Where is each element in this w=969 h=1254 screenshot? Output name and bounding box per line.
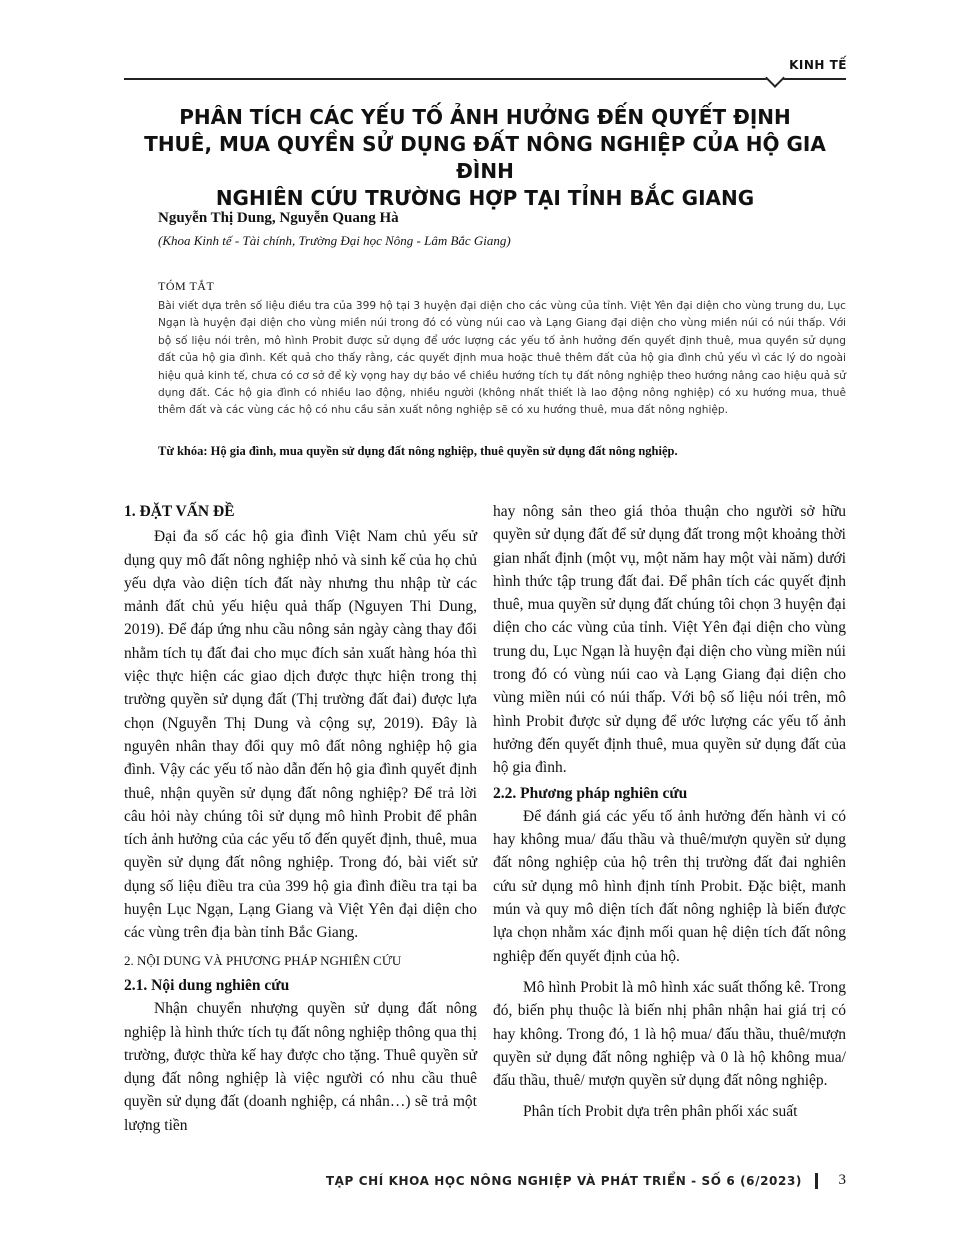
page-number: 3 — [838, 1172, 846, 1188]
title-line: NGHIÊN CỨU TRƯỜNG HỢP TẠI TỈNH BẮC GIANG — [215, 186, 755, 210]
paragraph: Phân tích Probit dựa trên phân phối xác suất — [523, 1103, 798, 1121]
section-heading-1: 1. ĐẶT VẤN ĐỀ — [124, 503, 235, 520]
authors: Nguyễn Thị Dung, Nguyễn Quang Hà — [158, 210, 399, 226]
right-column — [493, 500, 846, 1124]
title-line: PHÂN TÍCH CÁC YẾU TỐ ẢNH HƯỞNG ĐẾN QUYẾT ĐỊNH — [179, 105, 791, 129]
paragraph: Để đánh giá các yếu tố ảnh hưởng đến hành vi có hay không mua/ đấu thầu và thuê/mượn quyền sử dụng đất nông nghiệp của hộ trên thị trường đất đai nghiên cứu sử dụng mô hình định tính Probit. Đặc biệt, manh mún và quy mô diện tích đất nông nghiệp là biến được lựa chọn nhằm xác định mối quan hệ diện tích đất nông nghiệp đến quyết định của hộ. — [493, 807, 846, 965]
header-rule-notch — [765, 68, 785, 88]
abstract-heading: TÓM TẮT — [158, 279, 215, 293]
paragraph: Mô hình Probit là mô hình xác suất thống kê. Trong đó, biến phụ thuộc là biến nhị phân nhận hai giá trị có hay không. Trong đó, 1 là hộ mua/ đấu thầu, thuê/mượn quyền sử dụng đất nông nghiệp và 0 là hộ không mua/đấu thầu, thuê/ mượn quyền sử dụng đất nông nghiệp. — [493, 978, 846, 1090]
footer-divider — [815, 1173, 818, 1189]
left-column — [124, 500, 477, 1137]
subsection-heading-2-2: 2.2. Phương pháp nghiên cứu — [493, 784, 688, 802]
section-label: KINH TẾ — [789, 58, 847, 72]
paragraph: Đại đa số các hộ gia đình Việt Nam chủ yếu sử dụng quy mô đất nông nghiệp nhỏ và sinh kế của họ chủ yếu dựa vào diện tích đất này nhưng thu nhập từ các mảnh đất chủ yếu hiệu quả thấp (Nguyen Thi Dung, 2019). Để đáp ứng nhu cầu nông sản ngày càng thay đổi nhằm tích tụ đất đai cho mục đích sản xuất hàng hóa thì việc thực hiện các giao dịch được thực hiện trong thị trường quyền sử dụng đất (Thị trường đất đai) được lựa chọn (Nguyễn Thị Dung và cộng sự, 2019). Đây là nguyên nhân thay đổi quy mô đất nông nghiệp hộ gia đình. Vậy các yếu tố nào dẫn đến hộ gia đình quyết định thuê, nhận quyền sử dụng đất nông nghiệp? Để trả lời câu hỏi này chúng tôi sử dụng mô hình Probit để phân tích ảnh hưởng của các yếu tố đến quyết định, thuê, mua quyền sử dụng đất nông nghiệp. Trong đó, bài viết sử dụng số liệu điều tra của 399 hộ gia đình điều tra tại ba huyện Lục Ngạn, Lạng Giang và Việt Yên đại diện cho các vùng trên địa bàn tỉnh Bắc Giang. — [124, 528, 477, 942]
paragraph: Nhận chuyển nhượng quyền sử dụng đất nông nghiệp là hình thức tích tụ đất nông nghiệp thông qua thị trường, được thừa kế hay được cho tặng. Thuê quyền sử dụng đất nông nghiệp là việc người có nhu cầu thuê quyền sử dụng đất (doanh nghiệp, cá nhân…) sẽ trả một lượng tiền — [124, 1000, 477, 1134]
header-rule — [124, 78, 846, 80]
abstract-text: Bài viết dựa trên số liệu điều tra của 399 hộ tại 3 huyện đại diện cho các vùng của tỉnh. Việt Yên đại diện cho vùng trung du, Lục Ngạn là huyện đại diện cho vùng miền núi trong đó có vùng núi cao và Lạng Giang đại diện cho vùng miền núi có núi thấp. Với bộ số liệu nói trên, mô hình Probit được sử dụng để ước lượng các yếu tố ảnh hưởng đến quyết định thuê, mua quyền sử dụng đất của hộ gia đình. Kết quả cho thấy rằng, các quyết định mua hoặc thuê thêm đất của hộ gia đình chủ yếu vì các lý do ngoài hiệu quả kinh tế, chưa có cơ sở để kỳ vọng hay dự báo về chiều hướng tích tụ đất nông nghiệp theo hướng nâng cao hiệu quả sử dụng đất. Các hộ gia đình có nhiều lao động, nhiều người (không nhất thiết là lao động nông nghiệp) có xu hướng mua, thuê thêm đất và các vùng các hộ có nhu cầu sản xuất nông nghiệp sẽ có xu hướng thuê, mua đất nông nghiệp. — [158, 300, 846, 417]
page-footer — [124, 1170, 846, 1194]
paragraph: hay nông sản theo giá thỏa thuận cho người sở hữu quyền sử dụng đất để sử dụng đất trong một khoảng thời gian nhất định (một vụ, một năm hay một vài năm) dưới hình thức tập trung đất đai. Để phân tích các quyết định thuê, mua quyền sử dụng đất chúng tôi chọn 3 huyện đại diện cho các vùng của tỉnh. Việt Yên đại diện cho vùng trung du, Lục Ngạn là huyện đại diện cho vùng miền núi trong đó có vùng núi cao và Lạng Giang đại diện cho vùng miền núi có núi thấp. Với bộ số liệu nói trên, mô hình Probit được sử dụng để ước lượng các yếu tố ảnh hưởng đến quyết định thuê, mua quyền sử dụng đất của hộ gia đình. — [493, 503, 846, 777]
subsection-heading-2-1: 2.1. Nội dung nghiên cứu — [124, 976, 290, 994]
journal-name: TẠP CHÍ KHOA HỌC NÔNG NGHIỆP VÀ PHÁT TRIỂN - SỐ 6 (6/2023) — [325, 1174, 802, 1188]
section-heading-2: 2. NỘI DUNG VÀ PHƯƠNG PHÁP NGHIÊN CỨU — [124, 952, 402, 968]
title-line: THUÊ, MUA QUYỀN SỬ DỤNG ĐẤT NÔNG NGHIỆP CỦA HỘ GIA ĐÌNH — [144, 132, 826, 183]
affiliation: (Khoa Kinh tế - Tài chính, Trường Đại học Nông - Lâm Bắc Giang) — [158, 233, 511, 248]
article-title — [124, 104, 846, 212]
keywords: Từ khóa: Hộ gia đình, mua quyền sử dụng đất nông nghiệp, thuê quyền sử dụng đất nông nghiệp. — [158, 444, 678, 458]
